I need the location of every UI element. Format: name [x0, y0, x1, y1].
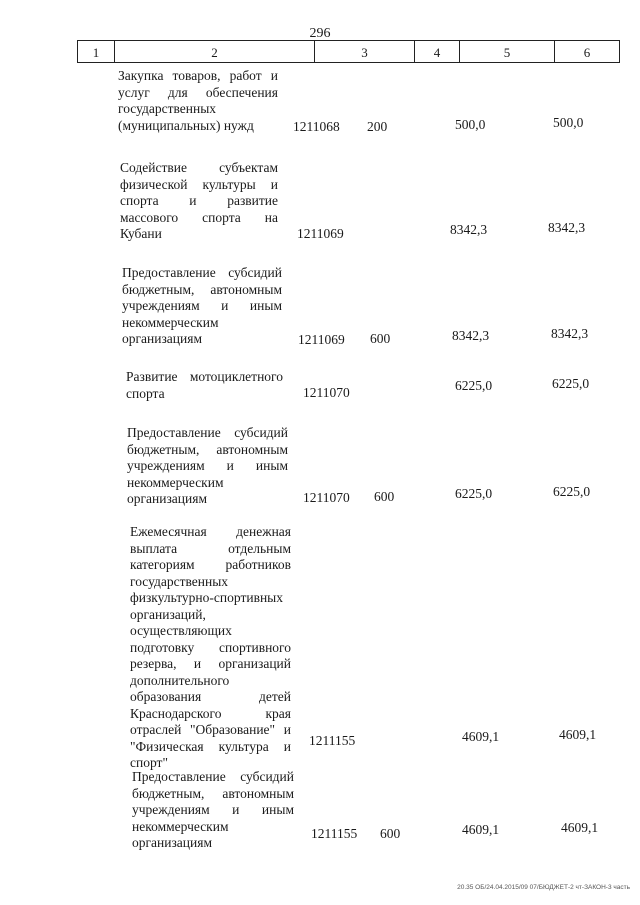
row-value-5: 4609,1 [462, 822, 500, 837]
column-header-1: 1 [78, 41, 115, 62]
row-value-6: 6225,0 [553, 484, 591, 499]
row-label: Содействие субъектам физической культуры и спорта и развитие массового спорта на Кубани [120, 160, 278, 241]
row-label: Предоставление субсидий бюджетным, автономным учреждениям и иным некоммерческим организациям [122, 265, 282, 346]
row-value-5: 4609,1 [462, 729, 500, 744]
row-value-6: 4609,1 [561, 820, 599, 835]
row-label: Развитие мотоциклетного спорта [126, 369, 283, 401]
column-header-3: 3 [315, 41, 415, 62]
row-value-5: 6225,0 [455, 486, 493, 501]
row-value-5: 8342,3 [452, 328, 490, 343]
row-code: 1211070 [303, 490, 350, 505]
row-label: Ежемесячная денежная выплата отдельным категориям работников государственных физкультурно-спортивных организаций, осуществляющих подготовку спортивного резерва, и организаций дополнительного образования детей Краснодарского края отраслей "Образование" и "Физическая культура и спорт" [130, 524, 291, 770]
row-value-5: 8342,3 [450, 222, 488, 237]
row-code: 1211069 [298, 332, 345, 347]
column-header-6: 6 [583, 45, 591, 60]
row-label: Предоставление субсидий бюджетным, автономным учреждениям и иным некоммерческим организациям [132, 769, 294, 850]
row-code: 1211068 [293, 119, 340, 134]
row-label: Закупка товаров, работ и услуг для обеспечения государственных (муниципальных) нужд [118, 68, 278, 133]
row-code: 1211069 [297, 226, 344, 241]
row-value-6: 8342,3 [551, 326, 589, 341]
row-type: 600 [380, 826, 401, 841]
row-code: 1211070 [303, 385, 350, 400]
row-value-5: 6225,0 [455, 378, 493, 393]
column-header-row [77, 40, 620, 63]
footer-file-reference: 20.35 ОБ/24.04.2015/09 07/БЮДЖЕТ-2 чт-ЗАКОН-3 часть [457, 884, 630, 891]
column-header-5: 5 [460, 41, 555, 62]
row-code: 1211155 [311, 826, 358, 841]
row-value-6: 8342,3 [548, 220, 586, 235]
page-number: 296 [309, 26, 331, 41]
column-header-4: 4 [415, 41, 460, 62]
row-type: 200 [367, 119, 388, 134]
row-value-5: 500,0 [455, 117, 486, 132]
row-label: Предоставление субсидий бюджетным, автономным учреждениям и иным некоммерческим организациям [127, 425, 288, 506]
row-code: 1211155 [309, 733, 356, 748]
row-value-6: 500,0 [553, 115, 584, 130]
row-value-6: 6225,0 [552, 376, 590, 391]
row-type: 600 [374, 489, 395, 504]
column-header-2: 2 [115, 41, 315, 62]
row-type: 600 [370, 331, 391, 346]
row-value-6: 4609,1 [559, 727, 597, 742]
